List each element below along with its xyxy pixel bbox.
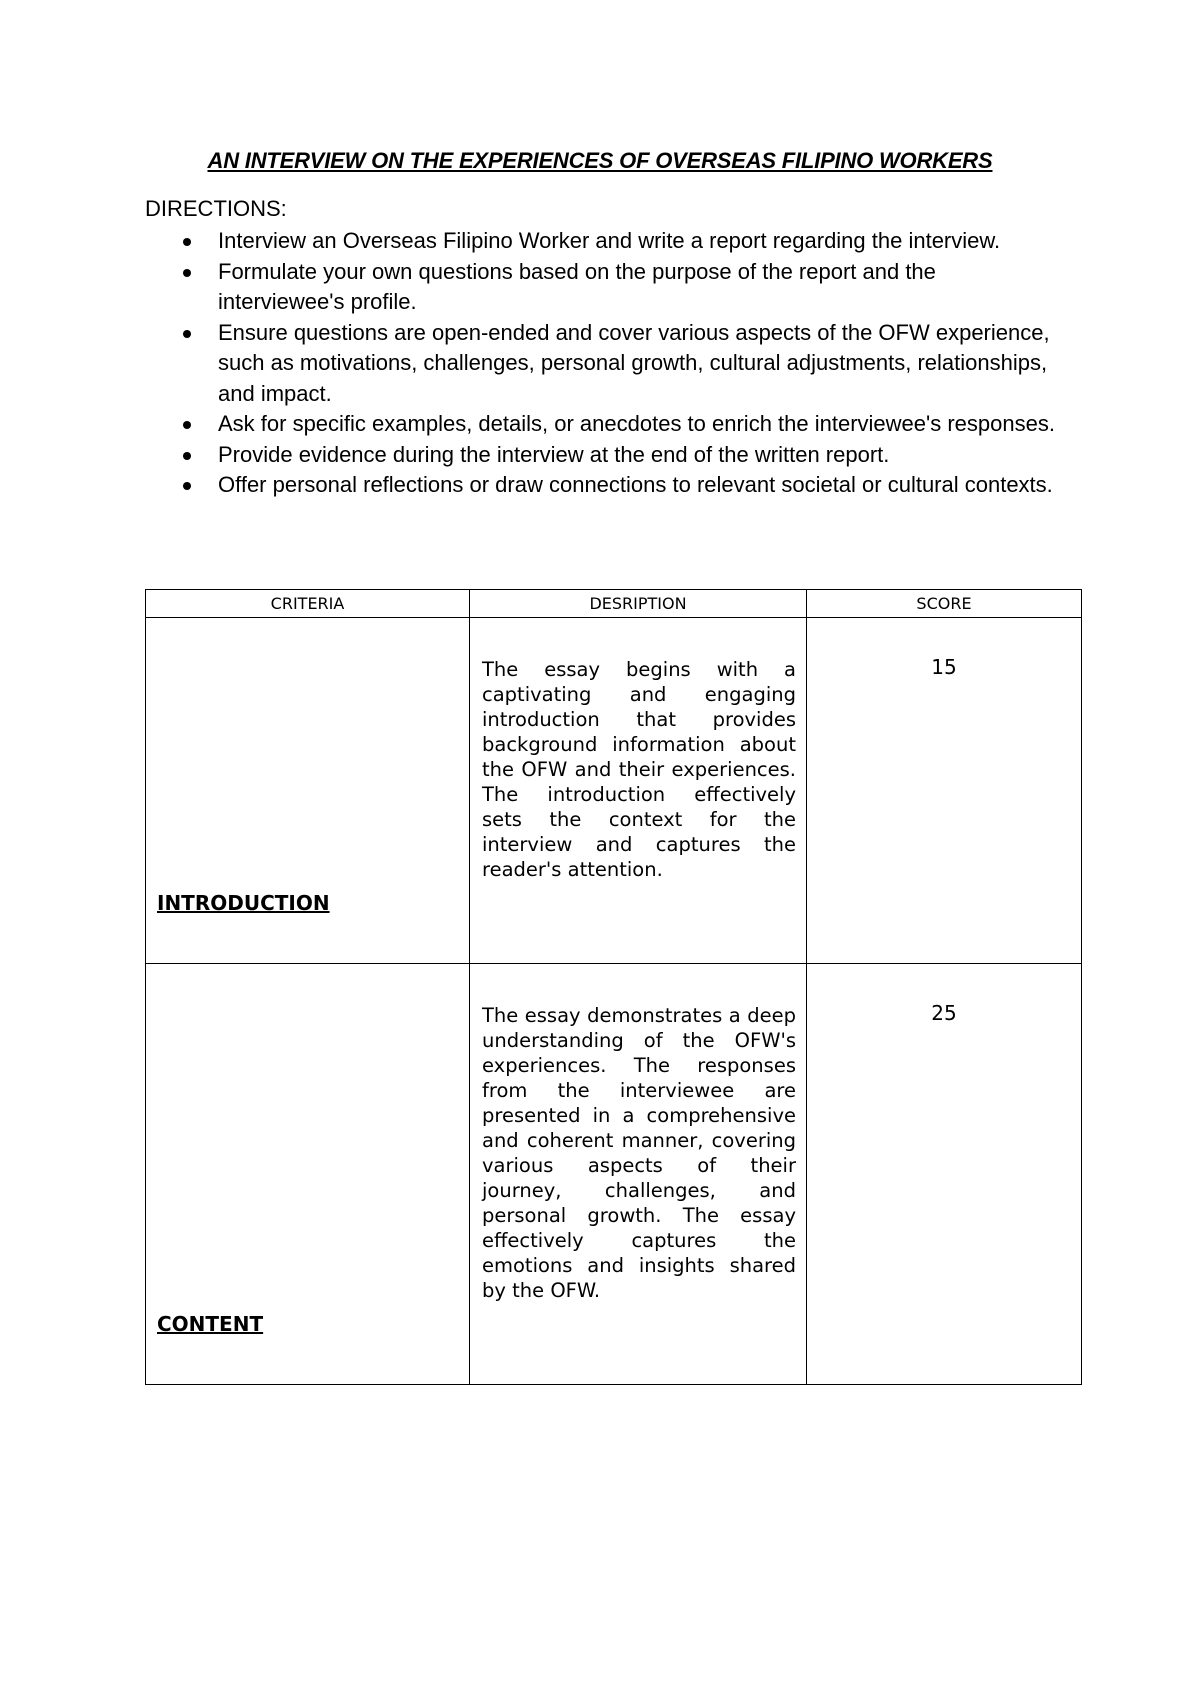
rubric-table	[145, 589, 1082, 1385]
document-title: AN INTERVIEW ON THE EXPERIENCES OF OVERSEAS FILIPINO WORKERS	[207, 148, 993, 173]
description-text: The essay begins with a captivating and engaging introduction that provides background information about the OFW and their experiences. The introduction effectively sets the context for the interview and captures the reader's attention.	[482, 658, 796, 881]
description-cell	[470, 618, 807, 964]
score-value: 25	[931, 1001, 957, 1025]
criteria-cell	[146, 964, 470, 1385]
direction-text: Interview an Overseas Filipino Worker and write a report regarding the interview.	[218, 228, 1001, 253]
bullet-icon	[183, 238, 191, 246]
direction-text: Ask for specific examples, details, or anecdotes to enrich the interviewee's responses.	[218, 411, 1055, 436]
header-description: DESRIPTION	[470, 590, 807, 618]
bullet-icon	[183, 452, 191, 460]
bullet-icon	[183, 421, 191, 429]
header-score: SCORE	[807, 590, 1082, 618]
direction-item	[0, 226, 1068, 257]
rubric-row-introduction	[146, 618, 1082, 964]
directions-list	[0, 226, 1200, 501]
score-value: 15	[931, 655, 957, 679]
bullet-icon	[183, 482, 191, 490]
direction-item	[0, 409, 1068, 440]
score-cell	[807, 618, 1082, 964]
criteria-label: CONTENT	[157, 1312, 264, 1336]
description-cell	[470, 964, 807, 1385]
score-cell	[807, 964, 1082, 1385]
rubric-header-row	[146, 590, 1082, 618]
direction-text: Formulate your own questions based on the purpose of the report and the interviewee's profile.	[218, 258, 936, 314]
description-text: The essay demonstrates a deep understanding of the OFW's experiences. The responses from the interviewee are presented in a comprehensive and coherent manner, covering various aspects of their journey, challenges, and personal growth. The essay effectively captures the emotions and insights shared by the OFW.	[482, 1004, 796, 1302]
direction-item	[0, 440, 1068, 471]
criteria-label: INTRODUCTION	[157, 891, 330, 915]
header-criteria: CRITERIA	[146, 590, 470, 618]
bullet-icon	[183, 269, 191, 277]
direction-item	[0, 318, 1068, 410]
direction-item	[0, 470, 1068, 501]
rubric-row-content	[146, 964, 1082, 1385]
bullet-icon	[183, 330, 191, 338]
criteria-cell	[146, 618, 470, 964]
direction-text: Offer personal reflections or draw connections to relevant societal or cultural contexts.	[218, 472, 1053, 497]
directions-label: DIRECTIONS:	[145, 196, 287, 221]
direction-text: Provide evidence during the interview at the end of the written report.	[218, 441, 890, 467]
direction-text: Ensure questions are open-ended and cover various aspects of the OFW experience, such as motivations, challenges, personal growth, cultural adjustments, relationships, and impact.	[218, 319, 1050, 406]
direction-item	[0, 257, 1068, 318]
